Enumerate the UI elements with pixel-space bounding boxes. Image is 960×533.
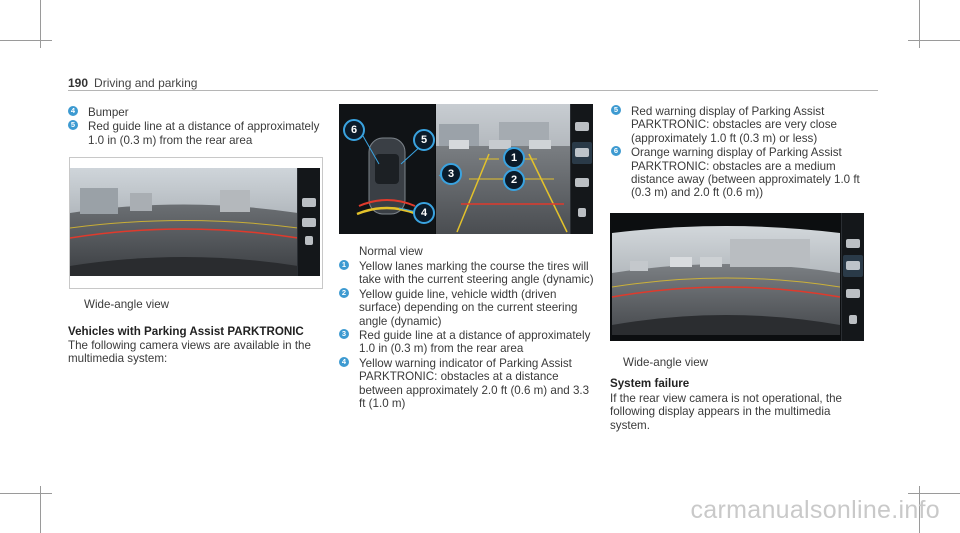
car-front-icon[interactable] [302,198,316,207]
callout-6: 6 [343,119,365,141]
lock-icon[interactable] [849,315,857,324]
wide-angle-camera-scene-2 [610,213,864,341]
callout-1: 1 [503,147,525,169]
page-number: 190 [68,76,89,90]
badge: 3 [339,329,349,339]
item-text: Yellow warning indicator of Parking Assist PARKTRONIC: obstacles at a distance between approximately 2.0 ft (0.6 m) and 3.3 ft (1.0 m) [359,356,590,411]
wide-angle-camera-image [70,168,320,276]
intro-paragraph: The following camera views are available in the multimedia system: [68,339,311,366]
system-failure-paragraph: If the rear view camera is not operational, the following display appears in the multimedia system. [610,392,842,432]
item-text: Yellow lanes marking the course the tires will take with the current steering angle (dynamic) [359,260,594,287]
caption-wide-angle-2: Wide-angle view [623,356,709,369]
item-text: Red warning display of Parking Assist PARKTRONIC: obstacles are very close (approximately 1.0 ft (0.3 m) or less) [631,105,837,145]
list-item [339,357,597,411]
lock-icon[interactable] [305,236,313,245]
list-item [611,146,873,200]
badge: 5 [68,120,78,130]
badge: 2 [339,288,349,298]
column-left [68,106,326,148]
badge: 4 [68,106,78,116]
rear-camera-icon[interactable] [846,289,860,298]
list-item [68,120,326,147]
lock-icon[interactable] [578,208,586,217]
column-middle [339,260,597,411]
list-item [339,329,597,356]
caption-normal-view: Normal view [359,245,423,258]
sensor-view-icon[interactable] [302,218,316,227]
crop-mark [908,493,960,494]
list-item [339,260,597,287]
section-title: Driving and parking [94,76,198,90]
crop-mark [908,40,960,41]
header-rule [68,90,878,91]
callout-3: 3 [440,163,462,185]
section-heading-system-failure: System failure [610,377,690,390]
list-item [68,106,326,119]
list-item [611,105,873,145]
normal-view-camera-image [339,104,593,234]
callout-2: 2 [503,169,525,191]
camera-sidebar [570,104,593,234]
car-front-icon[interactable] [575,122,589,131]
callout-4: 4 [413,202,435,224]
caption-wide-angle: Wide-angle view [84,298,170,311]
wide-angle-camera-scene [70,168,320,276]
wide-angle-camera-image-2 [610,213,864,341]
column-right [611,105,873,201]
watermark: carmanualsonline.info [690,496,940,524]
callout-5: 5 [413,129,435,151]
crop-mark [0,40,52,41]
badge: 1 [339,260,349,270]
rear-camera-icon[interactable] [575,178,589,187]
item-text: Red guide line at a distance of approximately 1.0 in (0.3 m) from the rear area [359,329,591,356]
camera-sidebar [297,168,320,276]
badge: 6 [611,146,621,156]
list-item [339,288,597,328]
car-front-icon[interactable] [846,239,860,248]
item-text: Orange warning display of Parking Assist PARKTRONIC: obstacles are a medium distance away (between approximately 1.0 ft (0.3 m) and 2.0 ft (0.6 m)) [631,146,860,200]
sensor-view-icon[interactable] [846,261,860,270]
item-text: Yellow guide line, vehicle width (driven surface) depending on the current steering angle (dynamic) [359,287,578,328]
camera-sidebar [841,213,864,341]
crop-mark [0,493,52,494]
badge: 5 [611,105,621,115]
badge: 4 [339,357,349,367]
normal-view-scene [339,104,593,234]
section-heading-vehicles-parktronic: Vehicles with Parking Assist PARKTRONIC [68,325,304,338]
page-header [68,76,197,90]
sensor-view-icon[interactable] [575,148,589,157]
item-text: Red guide line at a distance of approximately 1.0 in (0.3 m) from the rear area [88,120,320,147]
item-text: Bumper [88,106,129,119]
